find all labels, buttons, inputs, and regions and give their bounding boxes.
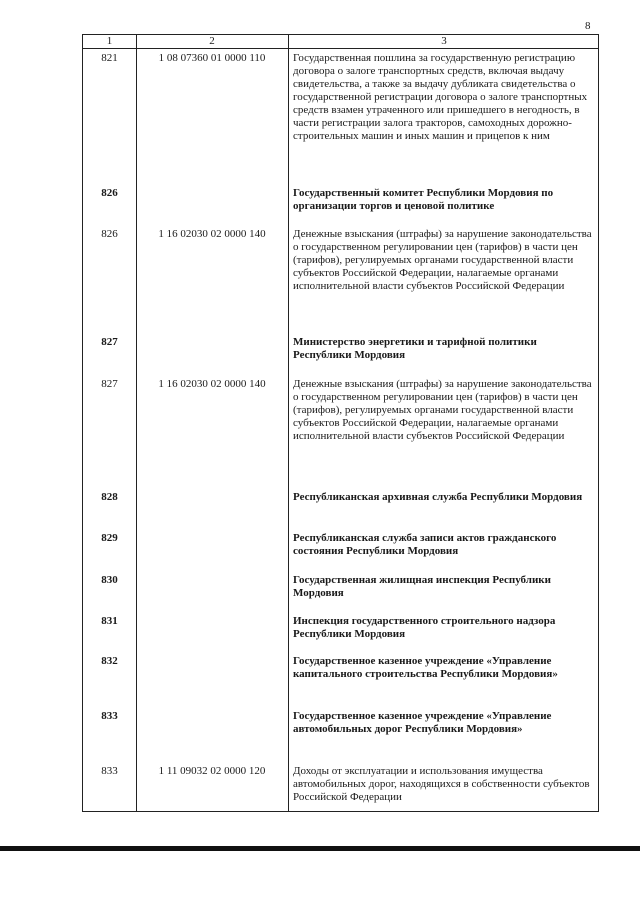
row-number: 828 xyxy=(101,491,118,503)
row-code: 1 11 09032 02 0000 120 xyxy=(158,765,266,777)
row-number: 821 xyxy=(101,52,118,64)
row-agency-name: Государственное казенное учреждение «Управление автомобильных дорог Республики Мордовия» xyxy=(293,710,552,735)
row-number: 827 xyxy=(101,378,118,390)
table-header-row xyxy=(83,35,598,49)
column-divider-2 xyxy=(288,35,289,811)
row-number: 832 xyxy=(101,655,118,667)
row-description: Денежные взыскания (штрафы) за нарушение законодательства о государственном регулировании цен (тарифов) в части цен (тарифов), регулируемых органами государственной власти субъектов Российской Федерации, налагаемые органами исполнительной власти субъектов Российской Федерации xyxy=(293,228,592,292)
row-number: 833 xyxy=(101,710,118,722)
row-agency-name: Республиканская служба записи актов гражданского состояния Республики Мордовия xyxy=(293,532,557,557)
header-col-2: 2 xyxy=(209,35,215,47)
row-number: 833 xyxy=(101,765,118,777)
header-col-1: 1 xyxy=(106,35,113,47)
row-code: 1 16 02030 02 0000 140 xyxy=(158,228,266,240)
header-col-3: 3 xyxy=(441,35,447,47)
row-agency-name: Министерство энергетики и тарифной политики Республики Мордовия xyxy=(293,336,537,361)
page-number: 8 xyxy=(585,20,591,32)
column-divider-1 xyxy=(136,35,137,811)
row-agency-name: Инспекция государственного строительного надзора Республики Мордовия xyxy=(293,615,556,640)
row-description: Денежные взыскания (штрафы) за нарушение законодательства о государственном регулировании цен (тарифов) в части цен (тарифов), регулируемых органами государственной власти субъектов Российской Федерации, налагаемые органами исполнительной власти субъектов Российской Федерации xyxy=(293,378,592,442)
row-agency-name: Государственная жилищная инспекция Республики Мордовия xyxy=(293,574,551,599)
row-agency-name: Государственный комитет Республики Мордовия по организации торгов и ценовой политике xyxy=(293,187,554,212)
revenue-code-table xyxy=(82,34,599,812)
row-description: Доходы от эксплуатации и использования имущества автомобильных дорог, находящихся в собственности субъектов Российской Федерации xyxy=(293,765,590,803)
row-number: 829 xyxy=(101,532,118,544)
bottom-rule xyxy=(0,846,640,851)
row-code: 1 16 02030 02 0000 140 xyxy=(158,378,266,390)
row-code: 1 08 07360 01 0000 110 xyxy=(158,52,266,64)
row-number: 826 xyxy=(101,228,118,240)
row-number: 831 xyxy=(101,615,118,627)
row-agency-name: Государственное казенное учреждение «Управление капитального строительства Республики Мордовия» xyxy=(293,655,558,680)
row-number: 830 xyxy=(101,574,118,586)
row-number: 827 xyxy=(101,336,118,348)
row-agency-name: Республиканская архивная служба Республики Мордовия xyxy=(293,491,583,503)
row-description: Государственная пошлина за государственную регистрацию договора о залоге транспортных средств, включая выдачу свидетельства, а также за выдачу дубликата свидетельства о государственной регистрации договора о залоге транспортных средств взамен утраченного или пришедшего в негодность, в части регистрации залога тракторов, самоходных дорожно-строительных машин и иных машин и прицепов к ним xyxy=(293,52,588,142)
row-number: 826 xyxy=(101,187,118,199)
